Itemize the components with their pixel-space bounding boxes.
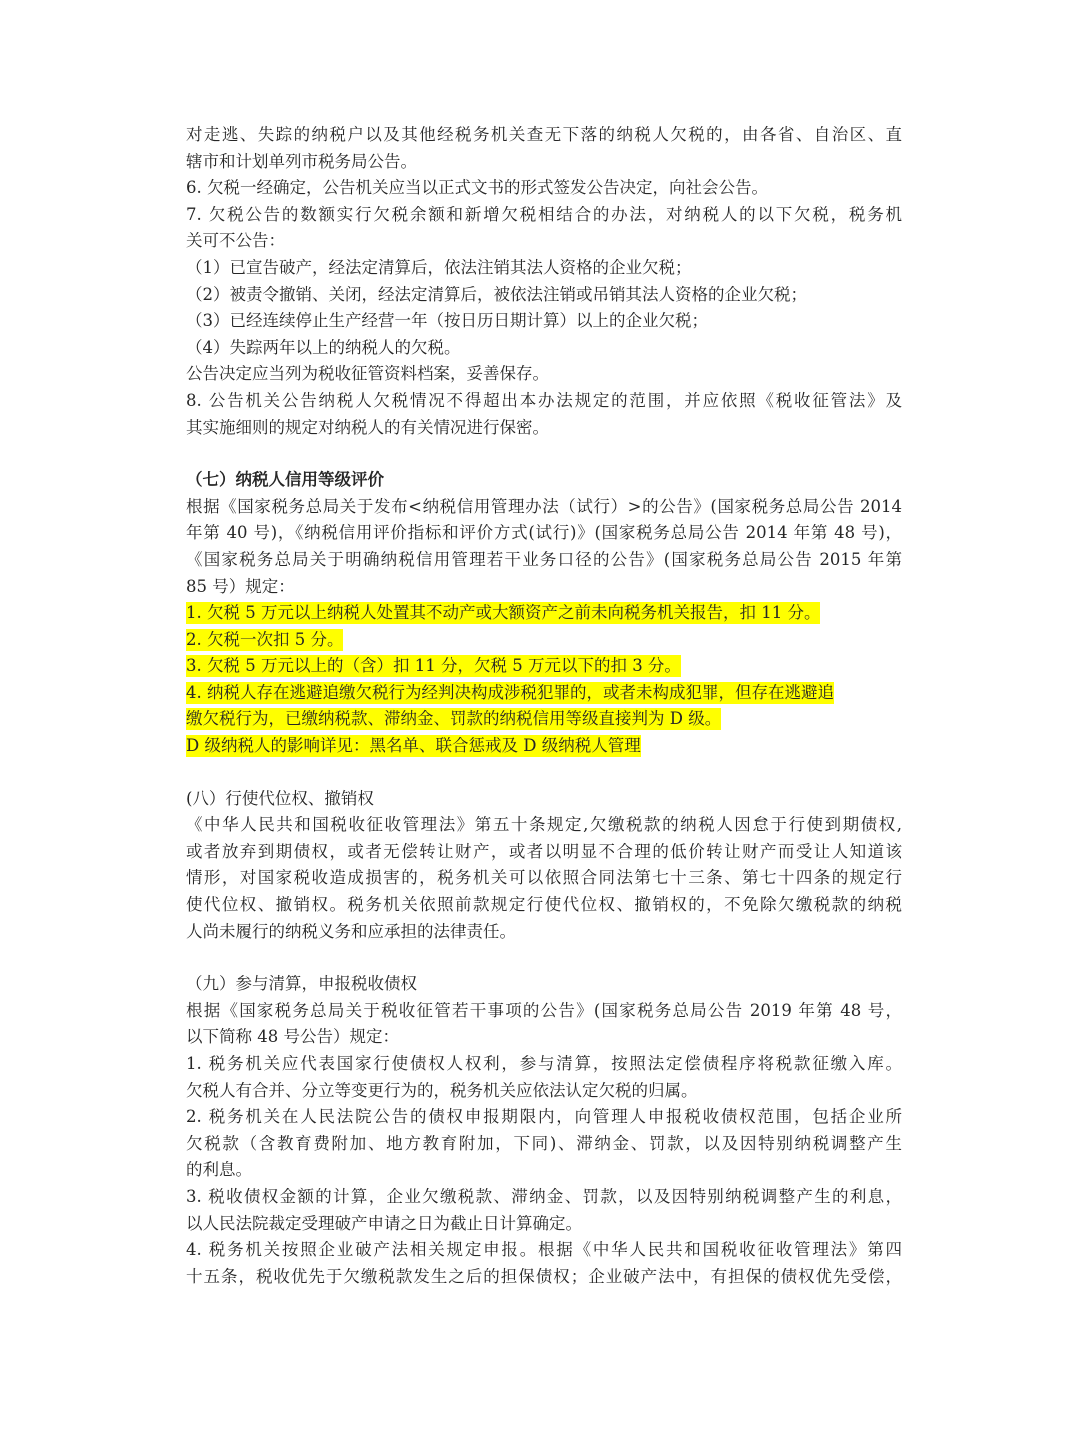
paragraph-line: 欠税款（含教育费附加、地方教育附加，下同)、滞纳金、罚款，以及因特别纳税调整产生 (186, 1133, 902, 1153)
list-item: （2）被责令撤销、关闭，经法定清算后，被依法注销或吊销其法人资格的企业欠税； (186, 284, 807, 304)
paragraph-line: 7. 欠税公告的数额实行欠税余额和新增欠税相结合的办法，对纳税人的以下欠税，税务机 (186, 204, 902, 224)
document-page (186, 122, 902, 1290)
paragraph-line: 以下简称 48 号公告）规定： (186, 1027, 399, 1047)
paragraph-line: 其实施细则的规定对纳税人的有关情况进行保密。 (186, 417, 549, 437)
paragraph-line: 3. 税收债权金额的计算，企业欠缴税款、滞纳金、罚款，以及因特别纳税调整产生的利息， (186, 1186, 902, 1206)
paragraph-line: 公告决定应当列为税收征管资料档案，妥善保存。 (186, 364, 549, 384)
paragraph-line: 2. 税务机关在人民法院公告的债权申报期限内，向管理人申报税收债权范围，包括企业所 (186, 1107, 902, 1127)
paragraph-line: 关可不公告： (186, 231, 285, 251)
highlighted-rule: 2. 欠税一次扣 5 分。 (186, 629, 344, 649)
paragraph-line: 1. 税务机关应代表国家行使债权人权利，参与清算，按照法定偿债程序将税款征缴入库。 (186, 1054, 902, 1073)
paragraph-line: 年第 40 号)，《纳税信用评价指标和评价方式(试行)》(国家税务总局公告 2014 年第 48 号)， (186, 523, 902, 543)
paragraph-line: 的利息。 (186, 1160, 252, 1180)
highlighted-rule: D 级纳税人的影响详见：黑名单、联合惩戒及 D 级纳税人管理 (186, 736, 641, 756)
list-item: （3）已经连续停止生产经营一年（按日历日期计算）以上的企业欠税； (186, 311, 708, 331)
paragraph-line: 人尚未履行的纳税义务和应承担的法律责任。 (186, 921, 516, 941)
paragraph-line: 85 号）规定： (186, 576, 295, 596)
paragraph-line: 根据《国家税务总局关于发布<纳税信用管理办法（试行）>的公告》(国家税务总局公告 2014 (186, 496, 902, 516)
list-item: （4）失踪两年以上的纳税人的欠税。 (186, 337, 461, 357)
highlighted-rule: 3. 欠税 5 万元以上的（含）扣 11 分，欠税 5 万元以下的扣 3 分。 (186, 656, 681, 676)
paragraph-line: 使代位权、撤销权。税务机关依照前款规定行使代位权、撤销权的，不免除欠缴税款的纳税 (186, 895, 902, 915)
highlighted-rule: 缴欠税行为，已缴纳税款、滞纳金、罚款的纳税信用等级直接判为 D 级。 (186, 709, 722, 729)
paragraph-line: 根据《国家税务总局关于税收征管若干事项的公告》(国家税务总局公告 2019 年第 48 号， (186, 1000, 902, 1020)
paragraph-line: 以人民法院裁定受理破产申请之日为截止日计算确定。 (186, 1213, 582, 1233)
paragraph-line: 《中华人民共和国税收征收管理法》第五十条规定,欠缴税款的纳税人因怠于行使到期债权, (186, 815, 902, 835)
tax-announcement-section (186, 122, 902, 441)
section-heading: （七）纳税人信用等级评价 (186, 470, 384, 490)
subrogation-section (186, 786, 902, 946)
section-heading: （九）参与清算，申报税收债权 (186, 974, 417, 994)
paragraph-line: 6. 欠税一经确定，公告机关应当以正式文书的形式签发公告决定，向社会公告。 (186, 178, 768, 198)
paragraph-line: 十五条，税收优先于欠缴税款发生之后的担保债权；企业破产法中，有担保的债权优先受偿， (186, 1266, 902, 1286)
credit-rating-section (186, 467, 902, 760)
section-heading: (八）行使代位权、撤销权 (186, 788, 374, 808)
paragraph-line: 《国家税务总局关于明确纳税信用管理若干业务口径的公告》(国家税务总局公告 2015 年第 (186, 549, 902, 569)
highlighted-rule: 4. 纳税人存在逃避追缴欠税行为经判决构成涉税犯罪的，或者未构成犯罪，但存在逃避追 (186, 682, 834, 702)
paragraph-line: 辖市和计划单列市税务局公告。 (186, 151, 417, 171)
paragraph-line: 欠税人有合并、分立等变更行为的，税务机关应依法认定欠税的归属。 (186, 1080, 698, 1100)
paragraph-line: 4. 税务机关按照企业破产法相关规定申报。根据《中华人民共和国税收征收管理法》第四 (186, 1240, 902, 1260)
list-item: （1）已宣告破产，经法定清算后，依法注销其法人资格的企业欠税； (186, 257, 692, 277)
highlighted-rule: 1. 欠税 5 万元以上纳税人处置其不动产或大额资产之前未向税务机关报告，扣 11 分。 (186, 603, 821, 623)
paragraph-line: 或者放弃到期债权，或者无偿转让财产，或者以明显不合理的低价转让财产而受让人知道该 (186, 841, 902, 861)
liquidation-section (186, 971, 902, 1290)
paragraph-line: 情形，对国家税收造成损害的，税务机关可以依照合同法第七十三条、第七十四条的规定行 (186, 868, 902, 888)
paragraph-line: 8. 公告机关公告纳税人欠税情况不得超出本办法规定的范围，并应依照《税收征管法》及 (186, 390, 902, 410)
paragraph-line: 对走逃、失踪的纳税户以及其他经税务机关查无下落的纳税人欠税的，由各省、自治区、直 (186, 125, 902, 144)
